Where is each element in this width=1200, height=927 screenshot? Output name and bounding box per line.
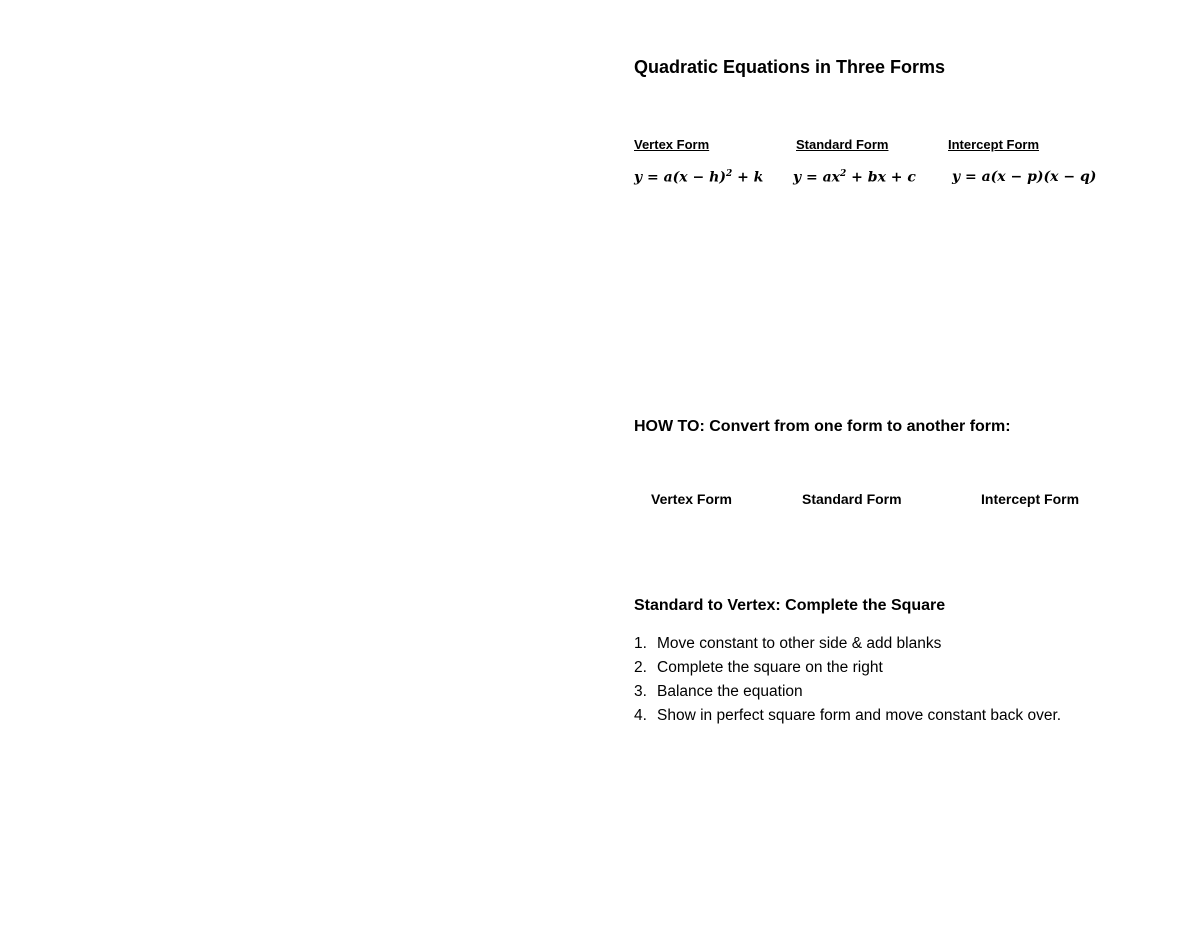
equation-part: y = ax (793, 169, 841, 186)
step-number: 1. (634, 635, 647, 652)
convert-label-intercept: Intercept Form (981, 491, 1080, 507)
step-text: Move constant to other side & add blanks (657, 635, 942, 652)
intercept-form-equation (952, 169, 1096, 185)
standard-form-heading: Standard Form (796, 137, 889, 152)
equation-exponent: 2 (840, 169, 847, 179)
convert-label-vertex: Vertex Form (651, 491, 732, 507)
step-text: Complete the square on the right (657, 659, 883, 676)
standard-to-vertex-heading: Standard to Vertex: Complete the Square (634, 597, 946, 614)
page-title: Quadratic Equations in Three Forms (634, 57, 946, 77)
step-number: 3. (634, 683, 647, 700)
equation-part: + bx + c (846, 169, 916, 186)
vertex-form-equation (634, 169, 763, 186)
equation-exponent: 2 (725, 169, 733, 179)
equation-part: y = a(x − p)(x − q) (952, 169, 1097, 185)
step-number: 2. (634, 659, 647, 676)
step-text: Balance the equation (657, 683, 803, 700)
howto-heading: HOW TO: Convert from one form to another form: (634, 418, 1011, 435)
equation-part: y = a(x − h) (634, 169, 726, 186)
steps-list (634, 632, 1061, 728)
list-item (634, 656, 1061, 680)
vertex-form-heading: Vertex Form (634, 137, 710, 152)
convert-label-standard: Standard Form (802, 491, 902, 507)
step-number: 4. (634, 707, 647, 724)
step-text: Show in perfect square form and move constant back over. (657, 707, 1062, 724)
intercept-form-heading: Intercept Form (948, 137, 1040, 152)
list-item (634, 704, 1061, 728)
list-item (634, 680, 1061, 704)
standard-form-equation (793, 169, 916, 186)
equation-part: + k (732, 169, 764, 186)
list-item (634, 632, 1061, 656)
